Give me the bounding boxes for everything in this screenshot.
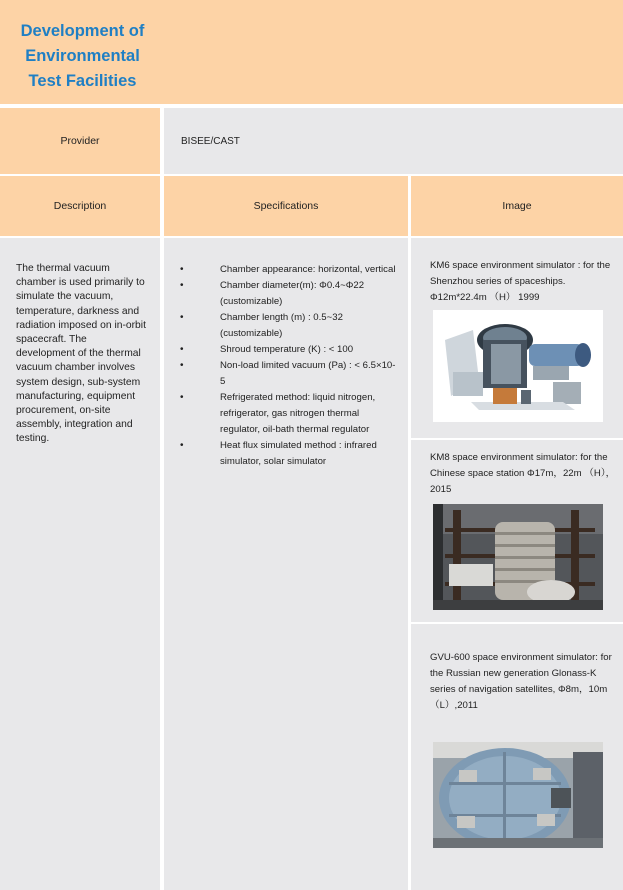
km8-chamber-photo-icon — [433, 504, 603, 610]
spec-item: • Chamber length (m) : 0.5~32 (customizable) — [220, 310, 400, 342]
spec-item: • Refrigerated method: liquid nitrogen, refrigerator, gas nitrogen thermal regulator, oil-bath thermal regulator — [220, 390, 400, 438]
image-caption-km8: KM8 space environment simulator: for the Chinese space station Φ17m，22m （H），2015 — [430, 452, 616, 495]
gvu600-chamber-photo-icon — [433, 742, 603, 848]
specifications-list — [220, 262, 400, 470]
km6-chamber-illustration-icon — [433, 310, 603, 422]
description-cell — [0, 238, 160, 890]
header-image: Image — [411, 176, 623, 236]
provider-label: Provider — [0, 108, 160, 174]
image-cell-km8 — [411, 440, 623, 622]
spec-item: • Non-load limited vacuum (Pa) : < 6.5×10-5 — [220, 358, 400, 390]
header-description: Description — [0, 176, 160, 236]
title-band — [0, 0, 623, 104]
header-specifications: Specifications — [164, 176, 408, 236]
spec-item: • Heat flux simulated method : infrared simulator, solar simulator — [220, 438, 400, 470]
page-title: Development of Environmental Test Facilities — [20, 22, 145, 90]
description-text: The thermal vacuum chamber is used primarily to simulate the vacuum, temperature, darkness and radiation imposed on in-orbit spacecraft. The development of the thermal vacuum chamber involves system design, sub-system manufacturing, equipment procurement, on-site assembly, integration and testing. — [16, 263, 146, 445]
specifications-cell — [164, 238, 408, 890]
spec-item: • Chamber diameter(m): Φ0.4~Φ22 (customizable) — [220, 278, 400, 310]
spec-item: • Shroud temperature (K) : < 100 — [220, 342, 400, 358]
provider-value: BISEE/CAST — [164, 108, 623, 174]
image-caption-km6: KM6 space environment simulator : for the Shenzhou series of spaceships. Φ12m*22.4m （H） 1999 — [430, 260, 611, 303]
image-caption-gvu600: GVU-600 space environment simulator: for the Russian new generation Glonass-K series of navigation satellites, Φ8m，10m （L）,2011 — [430, 652, 612, 711]
spec-item: • Chamber appearance: horizontal, vertical — [220, 262, 400, 278]
image-cell-gvu600 — [411, 624, 623, 890]
image-cell-km6 — [411, 238, 623, 438]
